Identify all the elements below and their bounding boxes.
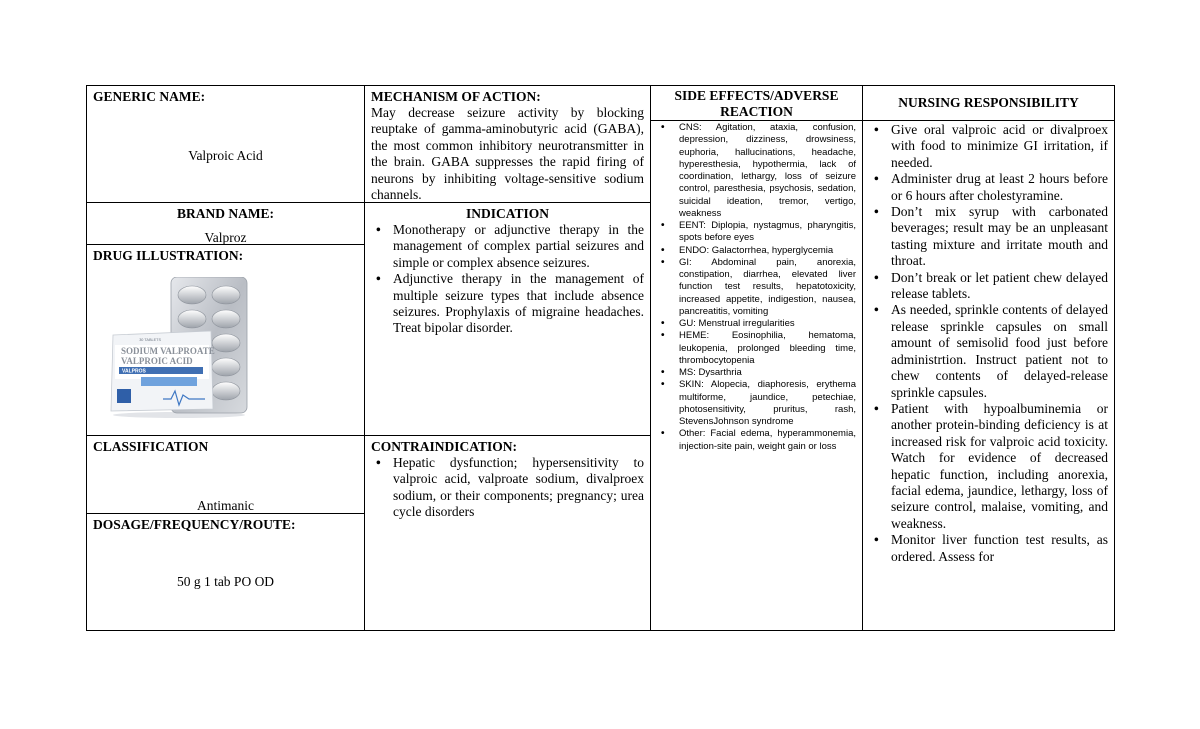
side-effect-item: • SKIN: Alopecia, diaphoresis, erythema multiforme, jaundice, petechiae, photosensitivity, pruritus, rash, StevensJohnson syndrome xyxy=(657,379,856,428)
brand-name-label: BRAND NAME: xyxy=(176,206,275,221)
dosage-value: 50 g 1 tab PO OD xyxy=(176,574,275,589)
nursing-item: • Give oral valproic acid or divalproex with food to minimize GI irritation, if needed. xyxy=(869,122,1108,171)
drug-illustration-cell xyxy=(86,244,365,436)
mechanism-cell xyxy=(364,85,651,203)
side-effects-cell xyxy=(650,120,863,631)
side-effect-item: • GI: Abdominal pain, anorexia, constipation, diarrhea, elevated liver function test results, hepatotoxicity, increased appetite, indigestion, nausea, pancreatitis, vomiting xyxy=(657,257,856,318)
side-effects-list xyxy=(657,122,856,453)
indication-list xyxy=(371,222,644,337)
drug-illustration-label: DRUG ILLUSTRATION: xyxy=(93,248,244,263)
nursing-item: • Don’t mix syrup with carbonated beverages; result may be an unpleasant tasting mixture and irritate mouth and throat. xyxy=(869,204,1108,270)
classification-cell xyxy=(86,435,365,514)
nursing-header-cell xyxy=(862,85,1115,121)
indication-item: • Monotherapy or adjunctive therapy in the management of complex partial seizures and simple or complex absence seizures. xyxy=(371,222,644,271)
nursing-cell xyxy=(862,120,1115,631)
classification-value: Antimanic xyxy=(197,498,254,513)
nursing-item: • Monitor liver function test results, as ordered. Assess for xyxy=(869,532,1108,565)
dosage-label: DOSAGE/FREQUENCY/ROUTE: xyxy=(93,517,296,532)
side-effect-item: • Other: Facial edema, hyperammonemia, injection-site pain, weight gain or loss xyxy=(657,428,856,453)
box-line-2: VALPROIC ACID xyxy=(121,356,193,366)
dosage-cell xyxy=(86,513,365,631)
nursing-item: • Patient with hypoalbuminemia or another protein-binding deficiency is at increased risk for valproic acid toxicity. Watch for evidence of decreased hepatic function, including anorexia, facial edema, jaundice, lethargy, loss of seizure control, malaise, vomiting, and weakness. xyxy=(869,401,1108,532)
indication-item: • Adjunctive therapy in the management of multiple seizure types that include absence seizures. Prophylaxis of migraine headaches. Treat bipolar disorder. xyxy=(371,271,644,337)
generic-name-value: Valproic Acid xyxy=(188,148,263,163)
brand-name-cell xyxy=(86,202,365,245)
box-line-1: SODIUM VALPROATE xyxy=(121,346,215,356)
side-effects-header-cell xyxy=(650,85,863,121)
side-effect-item: • EENT: Diplopia, nystagmus, pharyngitis, spots before eyes xyxy=(657,220,856,245)
indication-cell xyxy=(364,202,651,436)
side-effect-item: • ENDO: Galactorrhea, hyperglycemia xyxy=(657,245,856,257)
brand-name-value: Valproz xyxy=(204,230,247,245)
side-effect-item: • HEME: Eosinophilia, hematoma, leukopenia, prolonged bleeding time, thrombocytopenia xyxy=(657,330,856,367)
classification-label: CLASSIFICATION xyxy=(93,439,209,454)
side-effects-label: SIDE EFFECTS/ADVERSE REACTION xyxy=(674,88,839,119)
nursing-item: • As needed, sprinkle contents of delayed release sprinkle capsules on small amount of semisolid food just before administrtion. Instruct patient not to chew contents of delayed-release sprinkle capsules. xyxy=(869,302,1108,400)
nursing-label: NURSING RESPONSIBILITY xyxy=(898,95,1079,110)
box-brand: VALPROS xyxy=(122,368,146,375)
nursing-list xyxy=(869,122,1108,565)
side-effect-item: • CNS: Agitation, ataxia, confusion, depression, dizziness, drowsiness, euphoria, hallucinations, headache, hyperesthesia, hypothermia, lack of coordination, lethargy, loss of seizure control, paresthesia, psychosis, sedation, suicidal ideation, tremor, vertigo, weakness xyxy=(657,122,856,220)
indication-label: INDICATION xyxy=(465,206,549,221)
generic-name-label: GENERIC NAME: xyxy=(93,89,206,104)
contraindication-list xyxy=(371,455,644,521)
drug-package-image xyxy=(109,277,249,419)
side-effect-item: • MS: Dysarthria xyxy=(657,367,856,379)
mechanism-label: MECHANISM OF ACTION: xyxy=(371,89,541,104)
drug-study-table xyxy=(86,85,1115,631)
contraindication-item: • Hepatic dysfunction; hypersensitivity to valproic acid, valproate sodium, divalproex sodium, or their components; pregnancy; urea cycle disorders xyxy=(371,455,644,521)
contraindication-label: CONTRAINDICATION: xyxy=(371,439,518,454)
mechanism-text: May decrease seizure activity by blocking reuptake of gamma-aminobutyric acid (GABA), the most common inhibitory neurotransmitter in the brain. GABA suppresses the rapid firing of neurons by inhibiting voltage-sensitive sodium channels. xyxy=(371,105,644,203)
nursing-item: • Administer drug at least 2 hours before or 6 hours after cholestyramine. xyxy=(869,171,1108,204)
contraindication-cell xyxy=(364,435,651,631)
side-effect-item: • GU: Menstrual irregularities xyxy=(657,318,856,330)
generic-name-cell xyxy=(86,85,365,203)
box-count-text: 30 TABLETS xyxy=(139,338,161,342)
nursing-item: • Don’t break or let patient chew delayed release tablets. xyxy=(869,270,1108,303)
